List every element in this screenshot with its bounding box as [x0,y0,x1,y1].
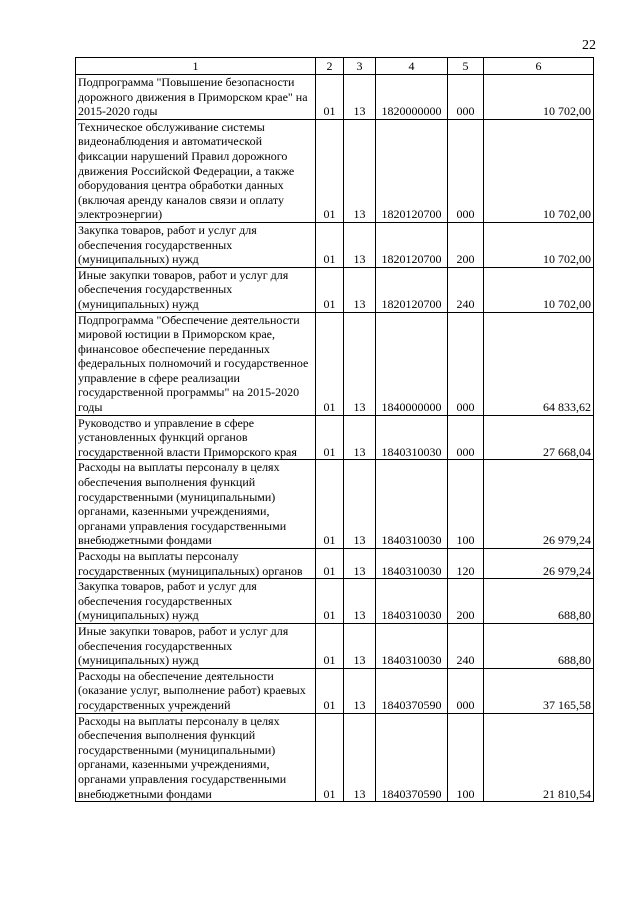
table-row [76,460,594,549]
row-expense-type: 200 [448,579,484,624]
row-expense-type: 100 [448,713,484,802]
row-section: 01 [316,579,344,624]
row-name: Расходы на обеспечение деятельности (оказание услуг, выполнение работ) краевых государственных учреждений [76,668,316,713]
table-row [76,668,594,713]
column-header: 5 [448,58,484,75]
row-section: 01 [316,713,344,802]
page-number: 22 [582,38,596,53]
row-section: 01 [316,119,344,222]
column-header: 4 [376,58,448,75]
row-expense-type: 000 [448,415,484,460]
table-header-row [76,58,594,75]
row-amount: 10 702,00 [484,75,594,120]
row-amount: 37 165,58 [484,668,594,713]
row-name: Иные закупки товаров, работ и услуг для обеспечения государственных (муниципальных) нужд [76,267,316,312]
row-subsection: 13 [344,119,376,222]
row-subsection: 13 [344,222,376,267]
row-target-article: 1820120700 [376,119,448,222]
row-subsection: 13 [344,549,376,579]
row-section: 01 [316,460,344,549]
row-amount: 21 810,54 [484,713,594,802]
table-row [76,579,594,624]
table-row [76,267,594,312]
row-amount: 688,80 [484,623,594,668]
row-subsection: 13 [344,623,376,668]
table-row [76,713,594,802]
row-amount: 26 979,24 [484,549,594,579]
row-subsection: 13 [344,312,376,415]
row-expense-type: 000 [448,75,484,120]
row-section: 01 [316,267,344,312]
row-section: 01 [316,415,344,460]
row-amount: 10 702,00 [484,267,594,312]
row-target-article: 1840310030 [376,415,448,460]
table-row [76,222,594,267]
row-expense-type: 240 [448,267,484,312]
row-target-article: 1820120700 [376,267,448,312]
row-subsection: 13 [344,579,376,624]
row-subsection: 13 [344,267,376,312]
row-amount: 10 702,00 [484,222,594,267]
row-target-article: 1840310030 [376,579,448,624]
row-target-article: 1820000000 [376,75,448,120]
row-name: Руководство и управление в сфере установленных функций органов государственной власти Приморского края [76,415,316,460]
column-header: 1 [76,58,316,75]
row-subsection: 13 [344,668,376,713]
column-header: 3 [344,58,376,75]
row-name: Техническое обслуживание системы видеонаблюдения и автоматической фиксации нарушений Правил дорожного движения Российской Федерации, а также оборудования центра обработки данных (включая аренду каналов связи и оплату электроэнергии) [76,119,316,222]
row-subsection: 13 [344,460,376,549]
row-target-article: 1840310030 [376,460,448,549]
column-header: 6 [484,58,594,75]
row-section: 01 [316,222,344,267]
row-subsection: 13 [344,415,376,460]
row-amount: 688,80 [484,579,594,624]
row-expense-type: 120 [448,549,484,579]
row-target-article: 1840000000 [376,312,448,415]
row-name: Расходы на выплаты персоналу в целях обеспечения выполнения функций государственными (муниципальными) органами, казенными учреждениями, органами управления государственными внебюджетными фондами [76,713,316,802]
table-row [76,549,594,579]
row-name: Иные закупки товаров, работ и услуг для обеспечения государственных (муниципальных) нужд [76,623,316,668]
column-header: 2 [316,58,344,75]
row-target-article: 1840370590 [376,713,448,802]
row-expense-type: 240 [448,623,484,668]
table-row [76,119,594,222]
row-amount: 10 702,00 [484,119,594,222]
row-subsection: 13 [344,713,376,802]
budget-table [75,57,594,802]
row-expense-type: 100 [448,460,484,549]
row-name: Подпрограмма "Повышение безопасности дорожного движения в Приморском крае" на 2015-2020 годы [76,75,316,120]
table-row [76,415,594,460]
row-name: Закупка товаров, работ и услуг для обеспечения государственных (муниципальных) нужд [76,222,316,267]
row-name: Подпрограмма "Обеспечение деятельности мировой юстиции в Приморском крае, финансовое обеспечение переданных федеральных полномочий и государственное управление в сфере реализации государственной программы" на 2015-2020 годы [76,312,316,415]
row-section: 01 [316,549,344,579]
table-row [76,623,594,668]
row-name: Закупка товаров, работ и услуг для обеспечения государственных (муниципальных) нужд [76,579,316,624]
row-name: Расходы на выплаты персоналу государственных (муниципальных) органов [76,549,316,579]
row-section: 01 [316,623,344,668]
row-subsection: 13 [344,75,376,120]
table-row [76,75,594,120]
row-amount: 27 668,04 [484,415,594,460]
row-target-article: 1820120700 [376,222,448,267]
row-amount: 64 833,62 [484,312,594,415]
table-row [76,312,594,415]
row-name: Расходы на выплаты персоналу в целях обеспечения выполнения функций государственными (муниципальными) органами, казенными учреждениями, органами управления государственными внебюджетными фондами [76,460,316,549]
row-target-article: 1840310030 [376,623,448,668]
row-amount: 26 979,24 [484,460,594,549]
row-section: 01 [316,75,344,120]
row-section: 01 [316,668,344,713]
row-section: 01 [316,312,344,415]
row-target-article: 1840310030 [376,549,448,579]
row-expense-type: 000 [448,119,484,222]
row-expense-type: 000 [448,312,484,415]
row-expense-type: 000 [448,668,484,713]
row-expense-type: 200 [448,222,484,267]
row-target-article: 1840370590 [376,668,448,713]
